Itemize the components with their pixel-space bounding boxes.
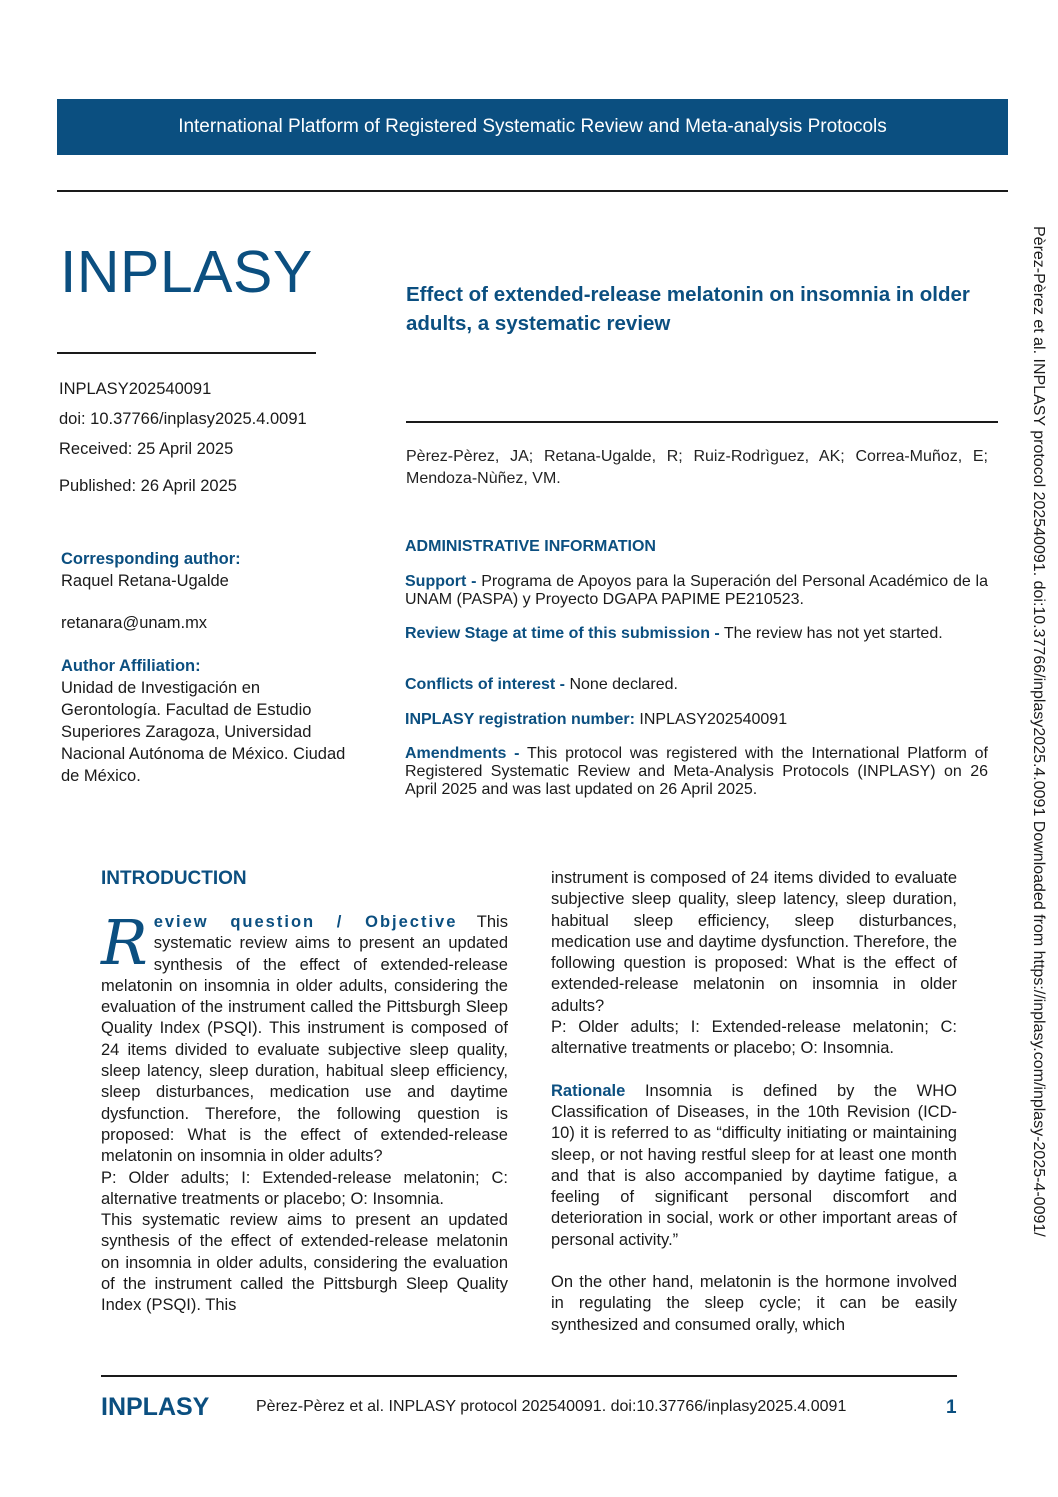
- admin-registration: [405, 711, 988, 729]
- vertical-citation: [1027, 226, 1047, 1356]
- banner-text: International Platform of Registered Systematic Review and Meta-analysis Protocols: [178, 116, 887, 137]
- intro-p1-text: This systematic review aims to present an updated synthesis of the effect of extended-release melatonin on insomnia in older adults, considering the evaluation of the instrument called the Pittsburgh Sleep Quality Index (PSQI). This instrument is composed of 24 items divided to evaluate subjective sleep quality, sleep latency, sleep duration, habitual sleep efficiency, sleep disturbances, medication use and daytime dysfunction. Therefore, the following question is proposed: What is the effect of extended-release melatonin on insomnia in older adults?: [101, 913, 508, 1166]
- rationale-text: Insomnia is defined by the WHO Classification of Diseases, in the 10th Revision (ICD-10) it is referred to as “difficulty initiating or maintaining sleep, or not having restful sleep for at least one month and that is also accompanied by daytime fatigue, a feeling of significant personal discomfort and deterioration in social, work or other important areas of personal activity.”: [551, 1081, 957, 1249]
- affiliation-text: Unidad de Investigación en Gerontología. Facultad de Estudio Superiores Zaragoza, Universidad Nacional Autónoma de México. Ciudad de México.: [61, 679, 346, 785]
- drop-cap: R: [101, 906, 148, 979]
- conflicts-value: None declared.: [565, 676, 678, 693]
- admin-heading: ADMINISTRATIVE INFORMATION: [405, 538, 656, 555]
- conflicts-key: Conflicts of interest -: [405, 676, 566, 693]
- footer-citation: Pèrez-Pèrez et al. INPLASY protocol 202540091. doi:10.37766/inplasy2025.4.0091: [256, 1398, 847, 1415]
- right-paragraph-1: instrument is composed of 24 items divided to evaluate subjective sleep quality, sleep latency, sleep duration, habitual sleep efficiency, sleep disturbances, medication use and daytime dysfunction. Therefore, the following question is proposed: What is the effect of extended-release melatonin on insomnia in older adults?: [551, 869, 958, 1015]
- top-divider: [57, 190, 1008, 192]
- published-date: Published: 26 April 2025: [59, 477, 237, 495]
- received-date: Received: 25 April 2025: [59, 440, 234, 458]
- support-value: Programa de Apoyos para la Superación del Personal Académico de la UNAM (PASPA) y Proyecto DGAPA PAPIME PE210523.: [405, 573, 988, 608]
- stage-value: The review has not yet started.: [719, 625, 943, 642]
- vertical-citation-text: Pèrez-Pèrez et al. INPLASY protocol 202540091. doi:10.37766/inplasy2025.4.0091 Downloaded from https://inplasy.com/inplasy-2025-4-0091/: [1030, 226, 1047, 1237]
- amendments-value: This protocol was registered with the International Platform of Registered Systematic Review and Meta-Analysis Protocols (INPLASY) on 26 April 2025 and was last updated on 26 April 2025.: [405, 745, 989, 798]
- header-banner: [57, 99, 1008, 155]
- footer-divider: [101, 1375, 957, 1377]
- intro-paragraph-3: This systematic review aims to present an updated synthesis of the effect of extended-release melatonin on insomnia in older adults, considering the evaluation of the instrument called the Pittsburgh Sleep Quality Index (PSQI). This: [101, 1211, 508, 1315]
- right-paragraph-4: On the other hand, melatonin is the hormone involved in regulating the sleep cycle; it can be easily synthesized and consumed orally, which: [551, 1273, 957, 1334]
- right-column: [551, 868, 957, 1336]
- support-key: Support -: [405, 573, 477, 590]
- amendments-key: Amendments -: [405, 745, 520, 762]
- introduction-heading: INTRODUCTION: [101, 868, 247, 889]
- registration-value: INPLASY202540091: [634, 711, 788, 728]
- brand-underline: [57, 352, 316, 354]
- admin-stage: [405, 625, 988, 643]
- author-list: Pèrez-Pèrez, JA; Retana-Ugalde, R; Ruiz-Rodrìguez, AK; Correa-Muñoz, E; Mendoza-Nùñez, VM.: [406, 448, 988, 487]
- left-column: [101, 906, 508, 1317]
- review-question-lead: eview question / Objective: [153, 913, 458, 931]
- affiliation-heading: Author Affiliation:: [61, 657, 201, 675]
- admin-support: [405, 573, 988, 609]
- right-paragraph-2: P: Older adults; I: Extended-release melatonin; C: alternative treatments or placebo; O: Insomnia.: [551, 1018, 957, 1058]
- intro-paragraph-1: [101, 906, 508, 1168]
- brand-logo: INPLASY: [60, 239, 313, 305]
- admin-amendments: [405, 745, 988, 799]
- paper-title: Effect of extended-release melatonin on insomnia in older adults, a systematic review: [406, 283, 970, 335]
- footer-brand: INPLASY: [101, 1393, 210, 1421]
- corresponding-author: [61, 548, 351, 634]
- page-number: 1: [946, 1397, 957, 1418]
- stage-key: Review Stage at time of this submission -: [405, 625, 720, 642]
- title-underline: [406, 421, 998, 423]
- corresponding-name: Raquel Retana-Ugalde: [61, 572, 229, 590]
- corresponding-email: retanara@unam.mx: [61, 614, 208, 632]
- registration-key: INPLASY registration number:: [405, 711, 635, 728]
- rationale-paragraph: [551, 1081, 957, 1251]
- doi: doi: 10.37766/inplasy2025.4.0091: [59, 410, 307, 428]
- intro-paragraph-2: P: Older adults; I: Extended-release melatonin; C: alternative treatments or placebo; O: Insomnia.: [101, 1168, 508, 1208]
- corresponding-heading: Corresponding author:: [61, 550, 241, 568]
- author-affiliation: [61, 655, 351, 787]
- admin-conflicts: [405, 676, 988, 694]
- rationale-key: Rationale: [551, 1081, 626, 1100]
- protocol-id: INPLASY202540091: [59, 380, 212, 398]
